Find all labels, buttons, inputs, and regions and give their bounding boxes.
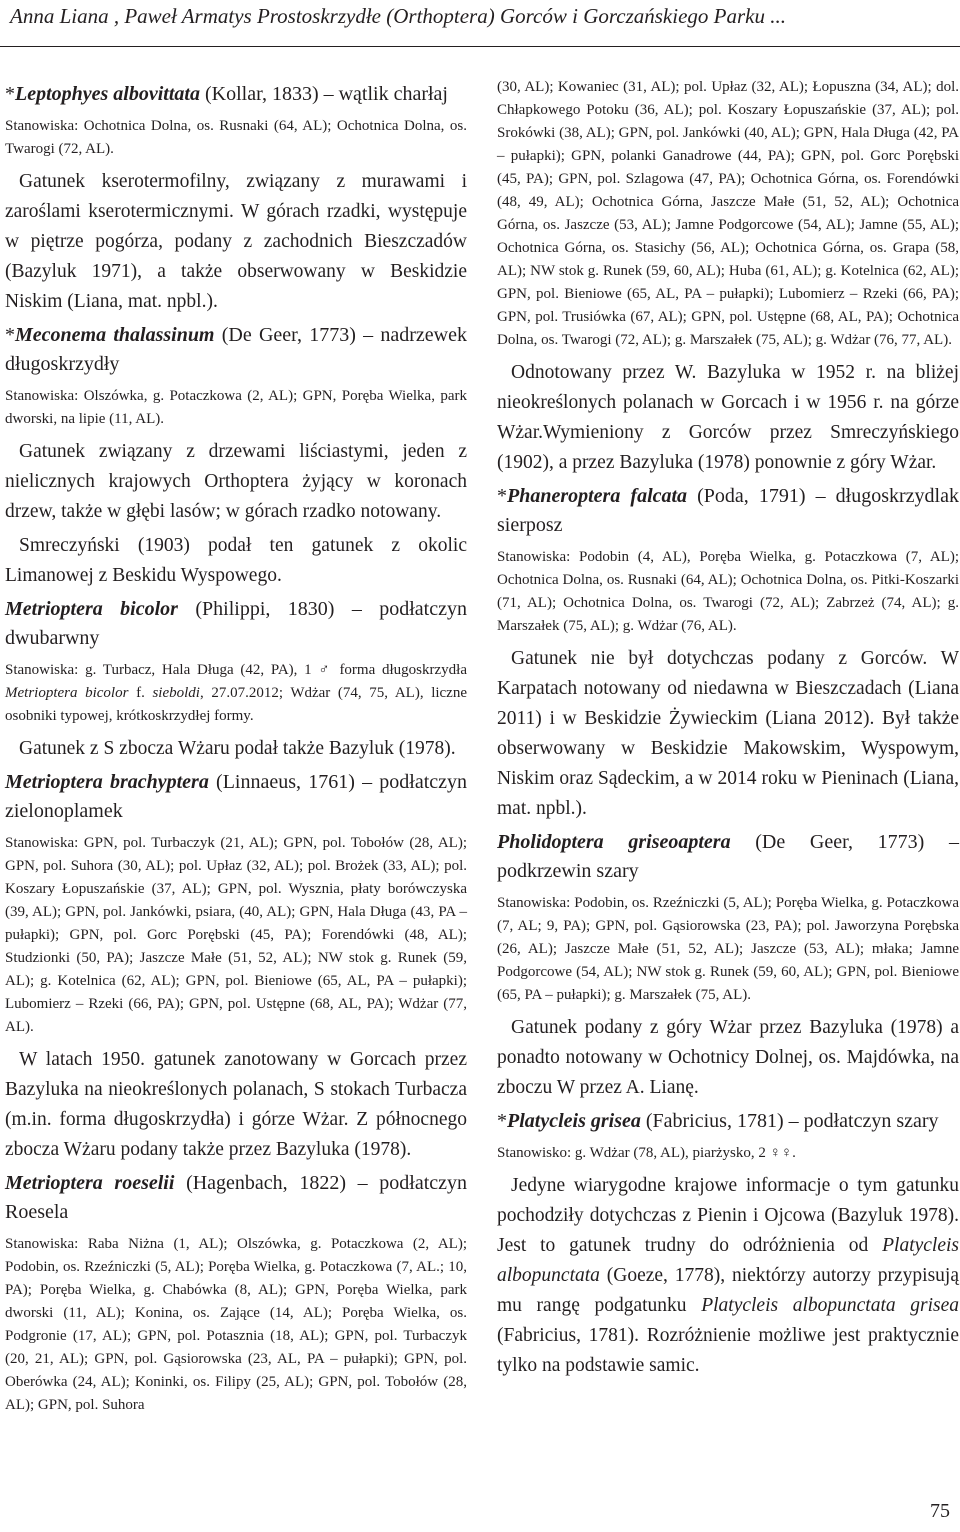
body-paragraph: Jedyne wiarygodne krajowe informacje o tym gatunku pochodziły dotychczas z Pienin i Ojcowa (Bazyluk 1978). Jest to gatunek trudny do odróżnienia od Platycleis albopunctata (Goeze, 1778), niektórzy autorzy przypisują mu rangę podgatunku Platycleis albopunctata grisea (Fabricius, 1781). Rozróżnienie możliwe jest praktycznie tylko na podstawie samic. [497,1175,960,1376]
species-name: Platycleis grisea [507,1110,641,1132]
body-paragraph: Gatunek kserotermofilny, związany z murawami i zaroślami kserotermicznymi. W górach rzadki, występuje w piętrze pogórza, podany z zachodnich Bieszczadów (Bazyluk 1971), a także obserwowany w Beskidzie Niskim (Liana, mat. npbl.). [5,171,467,312]
species-name: Meconema thalassinum [15,324,215,346]
species-heading-pholidoptera: Pholidoptera griseoaptera (De Geer, 1773) – podkrzewin szary [497,831,960,882]
localities-paragraph: Stanowisko: g. Wdżar (78, AL), piarżysko, 2 ♀♀. [497,1145,796,1161]
species-name: Leptophyes albovittata [15,83,200,105]
localities-paragraph: Stanowiska: g. Turbacz, Hala Długa (42, PA), 1 ♂ forma długoskrzydła Metrioptera bicolor f. sieboldi, 27.07.2012; Wdżar (74, 75, AL), liczne osobniki typowej, krótkoskrzydłej formy. [5,662,468,724]
species-heading-metrioptera-brachyptera: Metrioptera brachyptera (Linnaeus, 1761) – podłatczyn zielonoplamek [5,771,468,822]
species-heading-metrioptera-roeselii: Metrioptera roeselii (Hagenbach, 1822) – podłatczyn Roesela [5,1172,468,1223]
species-heading-meconema: *Meconema thalassinum (De Geer, 1773) – nadrzewek długoskrzydły [5,324,467,375]
species-heading-platycleis: *Platycleis grisea (Fabricius, 1781) – podłatczyn szary [497,1110,939,1132]
localities-paragraph: Stanowiska: Podobin, os. Rzeźniczki (5, AL); Poręba Wielka, g. Potaczkowa (7, AL; 9, PA); GPN, pol. Gąsiorowska (23, PA); pol. Jaworzyna Porębska (26, AL); Jaszcze Małe (51, 52, AL); Jaszcze (53, AL); młaka; Jamne Podgorcowe (54, AL); NW stok g. Runek (59, 60, AL); GPN, pol. Bieniowe (65, PA – pułapki); g. Marszałek (75, AL). [497,895,959,1003]
species-name: Phaneroptera falcata [507,485,688,507]
body-paragraph: Smreczyński (1903) podał ten gatunek z okolic Limanowej z Beskidu Wyspowego. [5,535,467,586]
page-number: 75 [930,1500,950,1522]
species-name: Pholidoptera griseoaptera [497,831,731,853]
species-heading-leptophyes: *Leptophyes albovittata (Kollar, 1833) – wątlik charłaj [5,83,448,105]
running-header: Anna Liana , Paweł Armatys Prostoskrzydłe (Orthoptera) Gorców i Gorczańskiego Parku ... [10,4,786,28]
species-heading-phaneroptera: *Phaneroptera falcata (Poda, 1791) – długoskrzydlak sierposz [497,485,959,536]
body-paragraph: Gatunek podany z góry Wżar przez Bazyluka (1978) a ponadto notowany w Ochotnicy Dolnej, os. Majdówka, na zboczu W przez A. Lianę. [497,1017,959,1098]
species-name: Metrioptera roeselii [5,1172,175,1194]
header-rule [0,46,960,47]
localities-paragraph: Stanowiska: Podobin (4, AL), Poręba Wielka, g. Potaczkowa (7, AL); Ochotnica Dolna, os. Rusnaki (64, AL); Ochotnica Dolna, os. Pitki-Koszarki (71, AL); Ochotnica Dolna, os. Twarogi (72, AL); Zabrzeż (74, AL); g. Marszałek (75, AL); g. Wdżar (76, AL). [497,549,959,634]
body-paragraph: Gatunek z S zbocza Wżaru podał także Bazyluk (1978). [19,738,456,759]
species-name: Metrioptera bicolor [5,598,178,620]
body-paragraph: Gatunek nie był dotychczas podany z Gorców. W Karpatach notowany od niedawna w Bieszczadach (Liana 2011) i w Beskidzie Żywieckim (Liana 2012). Był także obserwowany w Beskidzie Makowskim, Wyspowym, Niskim oraz Sądeckim, a w 2014 roku w Pieninach (Liana, mat. npbl.). [497,648,959,819]
right-column [497,76,959,1385]
left-column [5,76,467,1423]
body-paragraph: Gatunek związany z drzewami liściastymi, jeden z nielicznych krajowych Orthoptera żyjący w koronach drzew, także w głębi lasów; w górach rzadko notowany. [5,441,467,522]
species-name: Metrioptera brachyptera [5,771,209,793]
localities-paragraph: Stanowiska: Raba Niżna (1, AL); Olszówka, g. Potaczkowa (2, AL); Podobin, os. Rzeźniczki (5, AL); Poręba Wielka, g. Potaczkowa (7, AL.; 10, PA); Poręba Wielka, g. Chabówka (8, AL); GPN, Poręba Wielka, park dworski (11, AL); Konina, os. Zające (14, AL); Poręba Wielka, os. Podgronie (17, AL); GPN, pol. Potasznia (18, AL); GPN, pol. Turbaczyk (20, 21, AL); GPN, pol. Gąsiorowska (23, AL, PA – pułapki); GPN, pol. Oberówka (24, AL); Koninki, os. Filipy (25, AL); GPN, pol. Tobołów (28, AL); GPN, pol. Suhora [5,1236,467,1413]
localities-paragraph: (30, AL); Kowaniec (31, AL); pol. Upłaz (32, AL); Łopuszna (34, AL); dol. Chłapkowego Potoku (36, AL); pol. Koszary Łopuszańskie (37, AL); pol. Srokówki (38, AL); GPN, pol. Jankówki (40, AL); GPN, Hala Długa (42, PA – pułapki); GPN, polanki Ganadrowe (44, PA); GPN, pol. Gorc Porębski (45, PA); GPN, pol. Szlagowa (47, PA); Ochotnica Górna, os. Forendówki (48, 49, AL); Ochotnica Górna, Jaszcze Małe (51, 52, AL); Ochotnica Górna, os. Jaszcze (53, AL); Jamne Podgorcowe (54, AL); Jamne (55, AL); Ochotnica Górna, os. Stasichy (56, AL); Ochotnica Górna, os. Grapa (58, AL); NW stok g. Runek (59, 60, AL); Huba (61, AL); g. Kotelnica (62, AL); GPN, pol. Bieniowe (65, AL, PA – pułapki); Lubomierz – Rzeki (66, PA); GPN, pol. Trusiówka (67, AL); GPN, pol. Ustępne (68, AL, PA); Ochotnica Dolna, os. Twarogi (72, AL); g. Marszałek (75, AL); g. Wdżar (76, 77, AL). [497,79,959,348]
body-paragraph: Odnotowany przez W. Bazyluka w 1952 r. na bliżej nieokreślonych polanach w Gorcach i w 1956 r. na górze Wżar.Wymieniony z Gorców przez Smreczyńskiego (1902), a przez Bazyluka (1978) ponownie z góry Wżar. [497,362,959,473]
localities-paragraph: Stanowiska: GPN, pol. Turbaczyk (21, AL); GPN, pol. Tobołów (28, AL); GPN, pol. Suhora (30, AL); pol. Upłaz (32, AL); pol. Brożek (33, AL); pol. Koszary Łopuszańskie (37, AL); GPN, pol. Wysznia, płaty borówczyska (39, AL); GPN, pol. Jankówki, psiara, (40, AL); GPN, Hala Długa (43, PA – pułapki); GPN, pol. Gorc Porębski (45, PA); Forendówki (48, AL); Studzionki (50, PA); Jaszcze Małe (51, 52, AL); NW stok g. Runek (59, AL); g. Kotelnica (62, AL); GPN, pol. Bieniowe (65, AL, PA – pułapki); Lubomierz – Rzeki (66, PA); GPN, pol. Ustępne (68, AL, PA); Wdżar (77, AL). [5,835,467,1035]
body-paragraph: W latach 1950. gatunek zanotowany w Gorcach przez Bazyluka na nieokreślonych polanach, S stokach Turbacza (m.in. forma długoskrzydła) i górze Wżar. Z północnego zbocza Wżaru podany także przez Bazyluka (1978). [5,1049,467,1160]
species-heading-metrioptera-bicolor: Metrioptera bicolor (Philippi, 1830) – podłatczyn dwubarwny [5,598,467,649]
localities-paragraph: Stanowiska: Olszówka, g. Potaczkowa (2, AL); GPN, Poręba Wielka, park dworski, na lipie (11, AL). [5,388,467,427]
localities-paragraph: Stanowiska: Ochotnica Dolna, os. Rusnaki (64, AL); Ochotnica Dolna, os. Twarogi (72, AL). [5,118,467,157]
